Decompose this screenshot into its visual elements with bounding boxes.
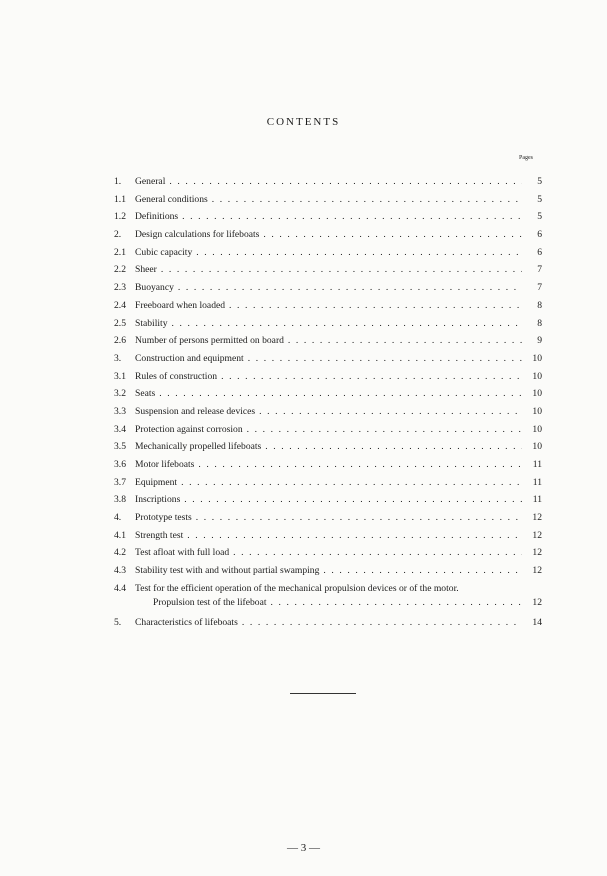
toc-number: 3.7 <box>114 476 126 488</box>
toc-page: 12 <box>532 529 542 541</box>
toc-entry <box>114 403 544 421</box>
toc-page: 6 <box>537 229 542 241</box>
toc-entry <box>114 580 544 614</box>
toc-page: 11 <box>532 476 542 488</box>
toc-title: Design calculations for lifeboats . . . <box>135 226 522 244</box>
toc-entry <box>114 562 544 580</box>
toc-number: 3.8 <box>114 494 126 506</box>
toc-entry <box>114 368 544 386</box>
toc-page: 8 <box>537 317 542 329</box>
toc-page: 10 <box>532 405 542 417</box>
toc-title: Stability test with and without partial swamping . . . <box>135 562 522 580</box>
toc-page: 12 <box>532 565 542 577</box>
toc-page: 14 <box>532 616 542 628</box>
toc-number: 2.6 <box>114 335 126 347</box>
toc-number: 5. <box>114 616 122 628</box>
toc-title: Characteristics of lifeboats . . . <box>135 614 522 632</box>
toc-number: 3.3 <box>114 405 126 417</box>
toc-number: 3.2 <box>114 388 126 400</box>
toc-entry <box>114 350 544 368</box>
toc-title: Prototype tests . . . <box>135 509 522 527</box>
toc-number: 4.3 <box>114 565 126 577</box>
toc-title: Protection against corrosion . . . <box>135 421 522 439</box>
toc-page: 12 <box>532 596 542 608</box>
pages-column-label: Pages <box>519 155 533 161</box>
toc-title: Mechanically propelled lifeboats . . . <box>135 438 522 456</box>
toc-page: 12 <box>532 512 542 524</box>
toc-number: 4. <box>114 512 122 524</box>
toc-number: 3. <box>114 352 122 364</box>
toc-number: 2.5 <box>114 317 126 329</box>
toc-entry <box>114 226 544 244</box>
toc-title: Number of persons permitted on board . . . <box>135 332 522 350</box>
toc-entry <box>114 315 544 333</box>
toc-entry <box>114 509 544 527</box>
toc-entry <box>114 244 544 262</box>
toc-title-continued: Propulsion test of the lifeboat . . . <box>153 594 522 612</box>
toc-page: 10 <box>532 370 542 382</box>
toc-title: General conditions . . . <box>135 191 522 209</box>
toc-entry <box>114 261 544 279</box>
toc-title: Equipment . . . <box>135 474 522 492</box>
toc-entry <box>114 279 544 297</box>
toc-number: 4.2 <box>114 547 126 559</box>
toc-entry <box>114 208 544 226</box>
toc-title: Test for the efficient operation of the mechanical propulsion devices or of the motor. <box>135 582 459 594</box>
toc-entry <box>114 173 544 191</box>
toc-number: 2.2 <box>114 264 126 276</box>
toc-page: 11 <box>532 459 542 470</box>
toc-page: 6 <box>537 246 542 258</box>
toc-page: 10 <box>532 388 542 400</box>
toc-title: Stability . . . <box>135 315 522 333</box>
toc-entry <box>114 614 544 632</box>
toc-title: Motor lifeboats . . . <box>135 456 522 474</box>
toc-entry <box>114 297 544 315</box>
toc-title: Sheer . . . <box>135 261 522 279</box>
toc-number: 3.6 <box>114 459 126 470</box>
toc-title: Inscriptions . . . <box>135 491 522 509</box>
toc-number: 3.1 <box>114 370 126 382</box>
page-number: — 3 — <box>287 842 320 854</box>
toc-number: 2.3 <box>114 282 126 294</box>
toc-page: 5 <box>537 211 542 223</box>
toc-entry <box>114 474 544 492</box>
toc-title: Cubic capacity . . . <box>135 244 522 262</box>
toc-entry <box>114 385 544 403</box>
toc-entry <box>114 438 544 456</box>
toc-title: Buoyancy . . . <box>135 279 522 297</box>
horizontal-rule <box>290 693 356 694</box>
toc-entry <box>114 544 544 562</box>
toc-page: 10 <box>532 352 542 364</box>
toc-number: 4.4 <box>114 582 126 594</box>
toc-title: Rules of construction . . . <box>135 368 522 386</box>
toc-entry <box>114 527 544 545</box>
toc-page: 10 <box>532 423 542 435</box>
table-of-contents <box>114 173 544 632</box>
toc-entry <box>114 491 544 509</box>
toc-page: 5 <box>537 176 542 187</box>
toc-page: 10 <box>532 441 542 453</box>
toc-title: Construction and equipment . . . <box>135 350 522 368</box>
toc-page: 7 <box>537 264 542 276</box>
toc-entry <box>114 191 544 209</box>
toc-title: Suspension and release devices . . . <box>135 403 522 421</box>
toc-page: 9 <box>537 335 542 347</box>
toc-title: Seats . . . <box>135 385 522 403</box>
toc-entry <box>114 421 544 439</box>
toc-number: 3.5 <box>114 441 126 453</box>
toc-page: 7 <box>537 282 542 294</box>
toc-title: Freeboard when loaded . . . <box>135 297 522 315</box>
toc-number: 2. <box>114 229 122 241</box>
toc-entry <box>114 456 544 474</box>
toc-page: 8 <box>537 299 542 311</box>
toc-number: 1.2 <box>114 211 126 223</box>
toc-page: 11 <box>532 494 542 506</box>
toc-number: 3.4 <box>114 423 126 435</box>
toc-number: 1. <box>114 176 122 187</box>
toc-number: 2.1 <box>114 246 126 258</box>
page-title: CONTENTS <box>266 116 341 128</box>
toc-page: 5 <box>537 193 542 205</box>
toc-entry <box>114 332 544 350</box>
toc-title: Strength test . . . <box>135 527 522 545</box>
toc-number: 1.1 <box>114 193 126 205</box>
toc-title: Definitions . . . <box>135 208 522 226</box>
toc-title: General . . . <box>135 173 522 191</box>
toc-number: 2.4 <box>114 299 126 311</box>
toc-page: 12 <box>532 547 542 559</box>
toc-title: Test afloat with full load . . . <box>135 544 522 562</box>
toc-number: 4.1 <box>114 529 126 541</box>
